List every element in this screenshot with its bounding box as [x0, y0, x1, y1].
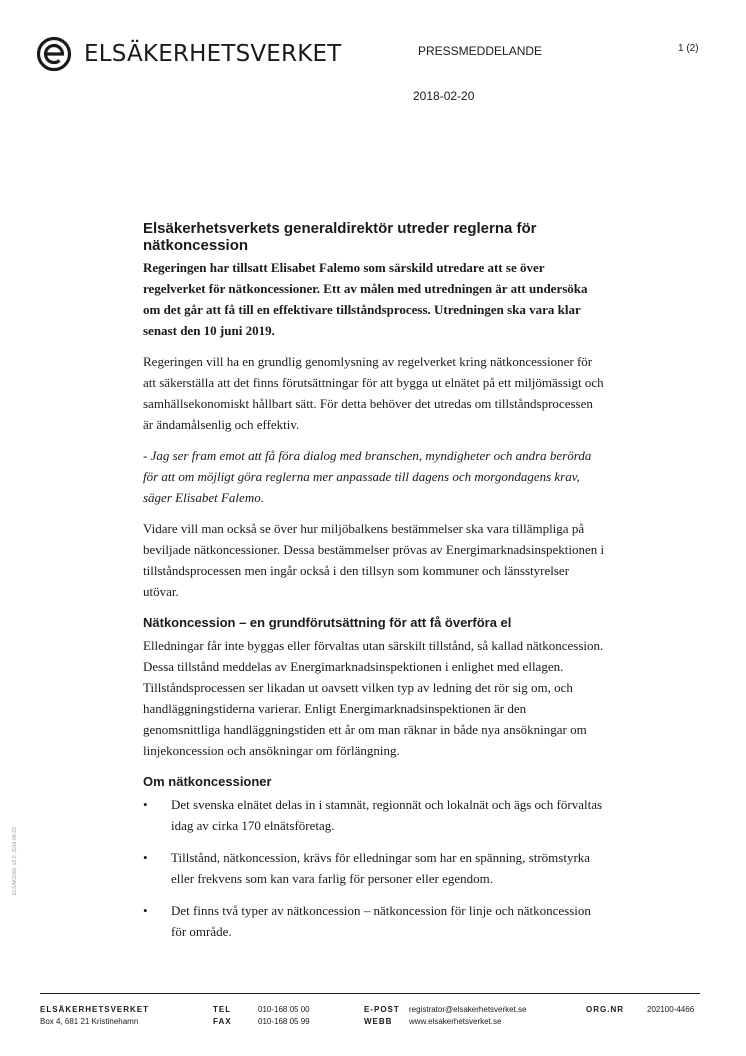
list-item	[143, 847, 605, 889]
page-number: 1 (2)	[678, 43, 699, 54]
list-item-text: Det finns två typer av nätkoncession – nätkoncession för linje och nätkoncession för område.	[171, 903, 591, 939]
footer-web[interactable]: www.elsakerhetsverket.se	[409, 1017, 502, 1026]
quote: - Jag ser fram emot att få föra dialog med branschen, myndigheter och andra berörda för att om möjligt göra reglerna mer anpassade till dagens och morgondagens krav, säger Elisabet Falemo.	[143, 448, 592, 505]
footer-fax: 010-168 05 99	[258, 1017, 310, 1026]
article	[143, 220, 605, 953]
footer-fax-label: FAX	[213, 1017, 232, 1026]
footer-web-label: WEBB	[364, 1017, 393, 1026]
list-item	[143, 794, 605, 836]
elsakerhetsverket-logo-icon	[36, 36, 72, 72]
footer-orgnr-label: ORG.NR	[586, 1005, 624, 1014]
list-item	[143, 900, 605, 942]
list-item-text: Det svenska elnätet delas in i stamnät, regionnät och lokalnät och ägs och förvaltas idag av cirka 170 elnätsföretag.	[171, 797, 603, 833]
footer-email[interactable]: registrator@elsakerhetsverket.se	[409, 1005, 527, 1014]
bullet-icon: •	[143, 850, 148, 865]
footer-org-name: ELSÄKERHETSVERKET	[40, 1005, 150, 1014]
document-type: PRESSMEDDELANDE	[418, 44, 543, 58]
list-item-text: Tillstånd, nätkoncession, krävs för elledningar som har en spänning, strömstyrka eller frekvens som kan vara farlig för personer eller egendom.	[171, 850, 591, 886]
document-template-code: ELSÄK2000, v2.0, 2016-09-23	[12, 827, 18, 895]
paragraph-2: Vidare vill man också se över hur miljöbalkens bestämmelser ska vara tillämpliga på beviljade nätkoncessioner. Dessa bestämmelser prövas av Energimarknadsinspektionen i tillståndsprocessen men ingår också i den tillsyn som kommuner och länsstyrelser utövar.	[143, 521, 605, 599]
footer-email-label: E-POST	[364, 1005, 400, 1014]
footer-tel-label: TEL	[213, 1005, 232, 1014]
bullet-list	[143, 794, 605, 942]
footer-orgnr: 202100-4466	[647, 1005, 695, 1014]
footer-address: Box 4, 681 21 Kristinehamn	[40, 1017, 139, 1026]
bullet-icon: •	[143, 903, 148, 918]
article-lead: Regeringen har tillsatt Elisabet Falemo som särskild utredare att se över regelverket för nätkoncessioner. Ett av målen med utredningen är att undersöka om det går att få till en effektivare tillståndsprocess. Utredningen ska vara klar senast den 10 juni 2019.	[143, 260, 588, 338]
footer-tel: 010-168 05 00	[258, 1005, 310, 1014]
logo	[36, 36, 342, 72]
logo-text: ELSÄKERHETSVERKET	[84, 41, 342, 67]
document-date: 2018-02-20	[413, 89, 475, 103]
paragraph-3: Elledningar får inte byggas eller förvaltas utan särskilt tillstånd, så kallad nätkoncession. Dessa tillstånd meddelas av Energimarknadsinspektionen i enlighet med ellagen. Tillståndsprocessen ser likadan ut oavsett vilken typ av ledning det rör sig om, och handläggningstiderna varierar. Enligt Energimarknadsinspektionen är den genomsnittliga handläggningstiden ett år om man räknar in både nya ansökningar om linjekoncession och ansökningar om förlängning.	[143, 638, 604, 758]
paragraph-1: Regeringen vill ha en grundlig genomlysning av regelverket kring nätkoncessioner för att säkerställa att det finns förutsättningar för att bygga ut elnätet på ett miljömässigt och samhällsekonomiskt hållbart sätt. För detta behöver det utredas om tillståndsprocessen är ändamålsenlig och effektiv.	[143, 354, 604, 432]
article-title: Elsäkerhetsverkets generaldirektör utreder reglerna för nätkoncession	[143, 220, 537, 254]
section-heading-natkoncession: Nätkoncession – en grundförutsättning för att få överföra el	[143, 615, 512, 630]
footer-divider	[40, 993, 700, 994]
section-heading-om-natkoncessioner: Om nätkoncessioner	[143, 774, 272, 789]
bullet-icon: •	[143, 797, 148, 812]
